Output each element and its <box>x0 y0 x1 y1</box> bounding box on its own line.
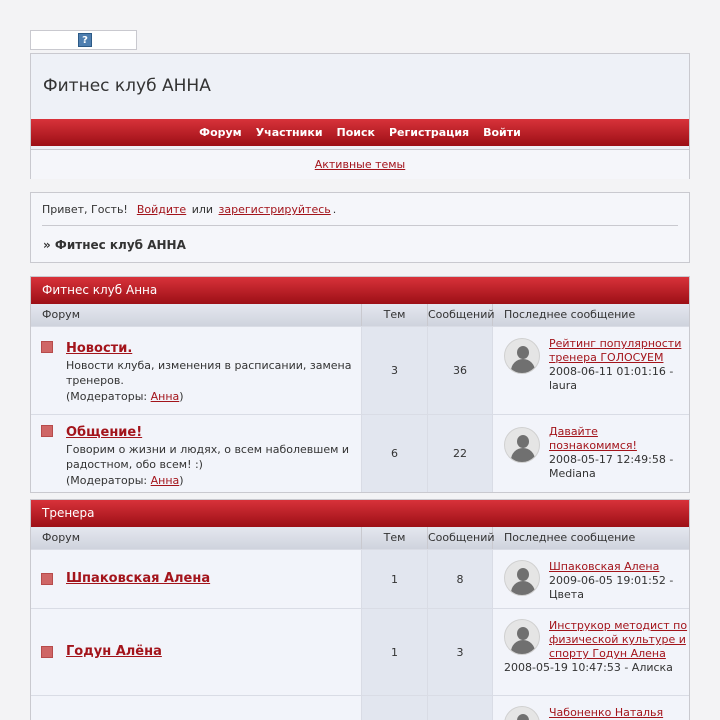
last-post-cell <box>493 415 689 492</box>
forum-status-icon <box>41 646 53 658</box>
posts-count: 22 <box>428 415 493 492</box>
forum-cell <box>31 609 362 695</box>
forum-link[interactable]: Общение! <box>66 425 143 440</box>
nav-members[interactable]: Участники <box>255 126 323 139</box>
col-last: Последнее сообщение <box>504 531 636 544</box>
nav-register[interactable]: Регистрация <box>389 126 470 139</box>
forum-row <box>31 549 689 608</box>
forum-description: Говорим о жизни и людях, о всем наболевшем и радостном, обо всем! :) <box>66 443 350 471</box>
last-post-cell <box>493 327 689 414</box>
moderator-link[interactable]: Анна <box>150 474 180 487</box>
last-post-cell <box>493 550 689 608</box>
help-icon[interactable]: ? <box>78 33 92 47</box>
nav-login[interactable]: Войти <box>483 126 521 139</box>
sub-nav <box>31 149 689 179</box>
nav-forum[interactable]: Форум <box>199 126 242 139</box>
welcome-box <box>30 192 690 263</box>
forum-row <box>31 695 689 720</box>
topics-count: 3 <box>362 327 428 414</box>
col-posts: Сообщений <box>428 527 493 549</box>
column-headers <box>31 527 689 549</box>
mods-prefix: (Модераторы: <box>66 390 148 403</box>
avatar <box>504 338 540 374</box>
forum-status-icon <box>41 341 53 353</box>
col-forum: Форум <box>31 527 362 549</box>
forum-link[interactable]: Шпаковская Алена <box>66 571 211 586</box>
forum-cell <box>31 550 362 608</box>
breadcrumb: » Фитнес клуб АННА <box>43 238 186 252</box>
mods-suffix: ) <box>179 474 184 487</box>
last-post-cell <box>493 609 689 695</box>
forum-link[interactable]: Новости. <box>66 341 133 356</box>
posts-count: 8 <box>428 550 493 608</box>
posts-count <box>428 696 493 720</box>
category-trainers <box>30 499 690 720</box>
mods-suffix: ) <box>179 390 184 403</box>
or-text: или <box>191 203 214 216</box>
last-post-link[interactable]: Чабоненко Наталья <box>549 706 664 719</box>
posts-count: 36 <box>428 327 493 414</box>
forum-link[interactable]: Годун Алёна <box>66 644 162 659</box>
forum-description: Новости клуба, изменения в расписании, замена тренеров. <box>66 359 352 387</box>
forum-row <box>31 608 689 695</box>
divider <box>42 225 678 226</box>
posts-count: 3 <box>428 609 493 695</box>
topics-count: 6 <box>362 415 428 492</box>
category-title: Фитнес клуб Анна <box>31 277 689 304</box>
column-headers <box>31 304 689 326</box>
last-post-info: 2008-05-19 10:47:53 - Алиска <box>504 661 673 674</box>
forum-cell <box>31 327 362 414</box>
site-title: Фитнес клуб АННА <box>43 76 211 96</box>
col-last: Последнее сообщение <box>504 308 636 321</box>
forum-cell <box>31 696 362 720</box>
nav-search[interactable]: Поиск <box>336 126 375 139</box>
last-post-link[interactable]: Инструкор методист по физической культуре и спорту Годун Алена <box>549 619 688 660</box>
forum-row <box>31 414 689 492</box>
topics-count: 1 <box>362 550 428 608</box>
last-post-link[interactable]: Шпаковская Алена <box>549 560 660 573</box>
topics-count <box>362 696 428 720</box>
language-select[interactable] <box>30 30 137 50</box>
last-post-link[interactable]: Рейтинг популярности тренера ГОЛОСУЕМ <box>549 337 682 364</box>
mods-prefix: (Модераторы: <box>66 474 148 487</box>
avatar <box>504 560 540 596</box>
greeting-line <box>42 203 336 216</box>
col-posts: Сообщений <box>428 304 493 326</box>
avatar <box>504 619 540 655</box>
active-topics-link[interactable]: Активные темы <box>314 158 406 171</box>
category-fitness-club <box>30 276 690 493</box>
last-post-info: 2008-06-11 01:01:16 - laura <box>549 365 674 392</box>
avatar <box>504 706 540 720</box>
site-header <box>30 53 690 179</box>
last-post-info: 2008-05-17 12:49:58 - Mediana <box>549 453 674 480</box>
category-title: Тренера <box>31 500 689 527</box>
moderator-link[interactable]: Анна <box>150 390 180 403</box>
col-topics: Тем <box>362 304 428 326</box>
col-topics: Тем <box>362 527 428 549</box>
forum-moderators <box>66 390 361 403</box>
avatar <box>504 427 540 463</box>
last-post-cell <box>493 696 689 720</box>
login-link[interactable]: Войдите <box>136 203 187 216</box>
topics-count: 1 <box>362 609 428 695</box>
forum-status-icon <box>41 425 53 437</box>
forum-status-icon <box>41 573 53 585</box>
last-post-link[interactable]: Давайте познакомимся! <box>549 425 637 452</box>
forum-cell <box>31 415 362 492</box>
dot-text: . <box>332 203 337 216</box>
forum-moderators <box>66 474 361 487</box>
main-nav <box>31 119 689 146</box>
col-forum: Форум <box>31 304 362 326</box>
forum-row <box>31 326 689 414</box>
greeting-text: Привет, Гость! <box>42 203 128 216</box>
last-post-info: 2009-06-05 19:01:52 - Цвета <box>549 574 674 601</box>
register-link[interactable]: зарегистрируйтесь <box>218 203 331 216</box>
